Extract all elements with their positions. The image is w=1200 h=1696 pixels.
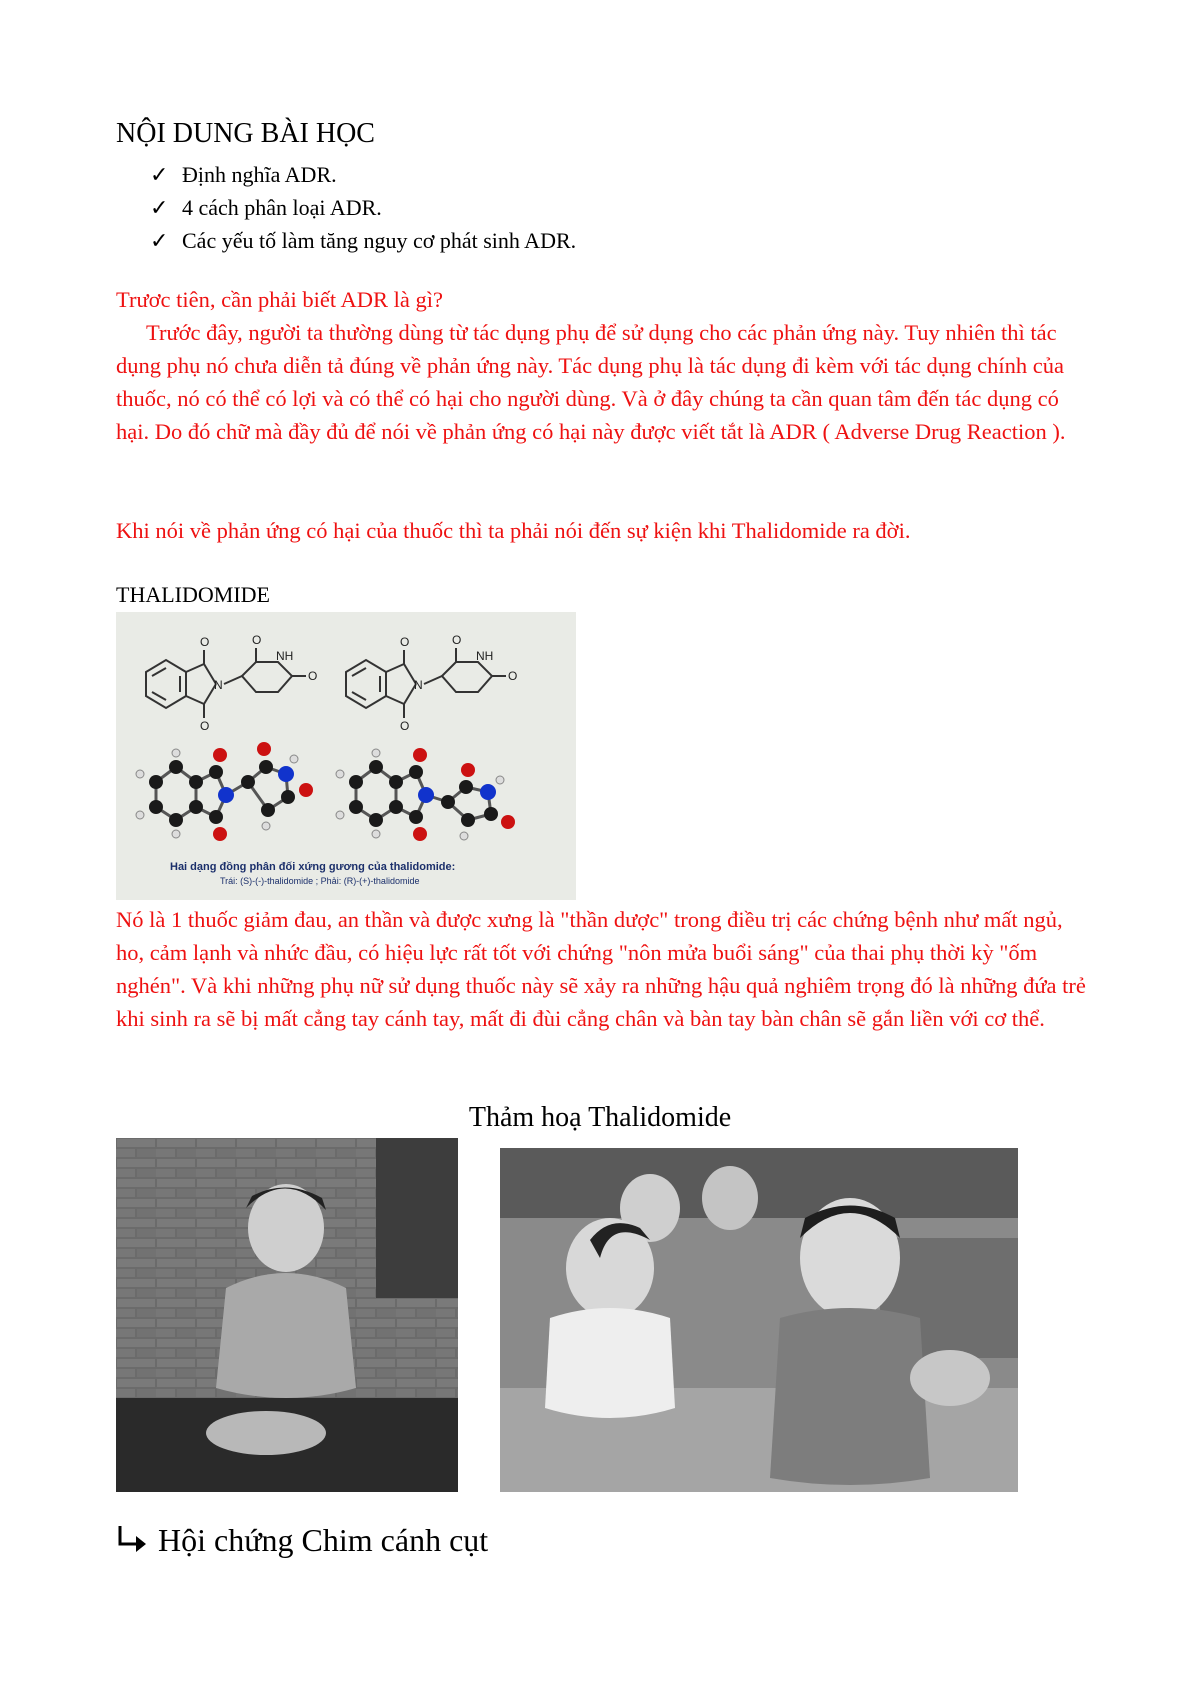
- adr-question: Trươc tiên, cần phải biết ADR là gì?: [116, 287, 443, 312]
- list-item: [150, 224, 576, 257]
- thalidomide-label: THALIDOMIDE: [116, 582, 270, 607]
- atom-label: O: [200, 635, 210, 649]
- adr-intro-paragraph: Trước đây, người ta thường dùng từ tác dụng phụ để sử dụng cho các phản ứng này. Tuy nhiên thì tác dụng phụ nó chưa diễn tả đúng về phản ứng này. Tác dụng phụ là tác dụng đi kèm với tác dụng chính của thuốc, nó có thể có lợi và có thể có hại cho người dùng. Và ở đây chúng ta cần quan tâm đến tác dụng có hại. Do đó chữ mà đầy đủ để nói về phản ứng có hại này được viết tắt là ADR ( Adverse Drug Reaction ).: [116, 320, 1066, 444]
- photo-children-sandbox: [500, 1148, 1018, 1492]
- atom-labels-right: [400, 633, 517, 733]
- thalidomide-event-paragraph: Khi nói về phản ứng có hại của thuốc thì ta phải nói đến sự kiện khi Thalidomide ra đời.: [116, 518, 911, 543]
- atom-label: O: [400, 635, 410, 649]
- atom-label: O: [452, 633, 462, 647]
- lesson-checklist: [150, 158, 576, 257]
- atom-label: NH: [476, 649, 494, 663]
- list-item-label: Định nghĩa ADR.: [182, 162, 337, 187]
- lesson-heading: NỘI DUNG BÀI HỌC: [116, 118, 375, 149]
- syndrome-text: Hội chứng Chim cánh cụt: [158, 1522, 489, 1558]
- atom-label: N: [214, 678, 223, 692]
- thalidomide-description-paragraph: Nó là 1 thuốc giảm đau, an thần và được xưng là "thần dược" trong điều trị các chứng bệnh như mất ngủ, ho, cảm lạnh và nhức đầu, có hiệu lực rất tốt với chứng "nôn mửa buổi sáng" của thai phụ thời kỳ "ốm nghén". Và khi những phụ nữ sử dụng thuốc này sẽ xảy ra những hậu quả nghiêm trọng đó là những đứa trẻ khi sinh ra sẽ bị mất cẳng tay cánh tay, mất đi đùi cẳng chân và bàn tay bàn chân sẽ gắn liền với cơ thể.: [116, 907, 1086, 1031]
- checkmark-icon: ✓: [150, 228, 169, 253]
- atom-label: NH: [276, 649, 294, 663]
- thalidomide-structure-figure: [116, 612, 576, 900]
- curved-arrow-icon: [114, 1524, 150, 1558]
- list-item: [150, 191, 576, 224]
- figure-caption-line1: Hai dạng đồng phân đối xứng gương của thalidomide:: [170, 861, 456, 873]
- atom-label: O: [252, 633, 262, 647]
- atoms-right: [336, 748, 515, 841]
- figure-caption-line2: Trái: (S)-(-)-thalidomide ; Phải: (R)-(+)-thalidomide: [220, 876, 420, 886]
- atoms-left: [136, 742, 313, 841]
- syndrome-line: [114, 1522, 488, 1559]
- disaster-title: Thảm hoạ Thalidomide: [468, 1102, 732, 1133]
- list-item-label: Các yếu tố làm tăng nguy cơ phát sinh ADR.: [182, 228, 577, 253]
- atom-label: O: [200, 719, 210, 733]
- list-item: [150, 158, 576, 191]
- photo-child-sitting: [116, 1138, 458, 1492]
- checkmark-icon: ✓: [150, 195, 169, 220]
- checkmark-icon: ✓: [150, 162, 169, 187]
- atom-label: N: [414, 678, 423, 692]
- atom-label: O: [508, 669, 518, 683]
- list-item-label: 4 cách phân loại ADR.: [182, 195, 382, 220]
- atom-labels-left: [200, 633, 317, 733]
- atom-label: O: [400, 719, 410, 733]
- atom-label: O: [308, 669, 318, 683]
